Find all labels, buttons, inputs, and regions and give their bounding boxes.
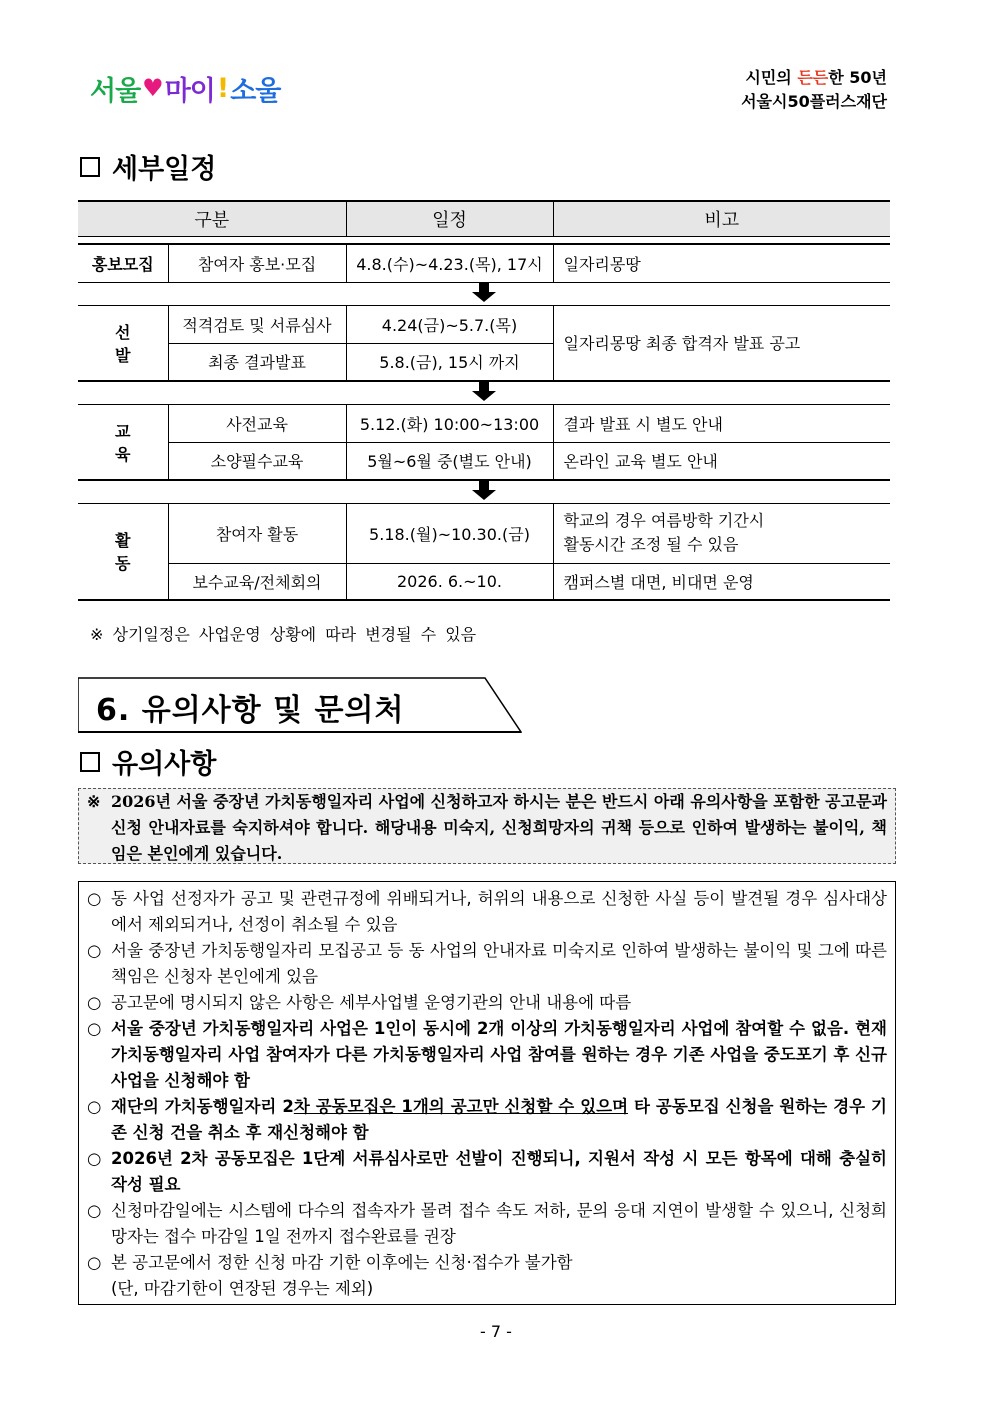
foundation-slogan: 시민의 든든한 50년 서울시50플러스재단 <box>741 66 887 114</box>
header-date: 일정 <box>346 201 553 236</box>
table-row <box>78 404 890 442</box>
checkbox-square-icon <box>80 752 100 772</box>
category-edu: 교육 <box>78 404 168 480</box>
list-item: ○ 서울 중장년 가치동행일자리 모집공고 등 동 사업의 안내자료 미숙지로 인하여 발생하는 불이익 및 그에 따른 책임은 신청자 본인에게 있음 <box>87 938 887 990</box>
item-cell: 사전교육 <box>168 404 346 442</box>
page-number: - 7 - <box>480 1322 512 1341</box>
item-cell: 소양필수교육 <box>168 442 346 480</box>
circle-bullet-icon: ○ <box>87 993 102 1012</box>
date-cell: 5.8.(금), 15시 까지 <box>346 343 553 381</box>
schedule-table <box>78 200 890 601</box>
seoul-my-soul-logo <box>90 70 280 106</box>
item-cell: 참여자 활동 <box>168 503 346 563</box>
cautions-section-title: 유의사항 <box>80 742 216 781</box>
date-cell: 5.12.(화) 10:00~13:00 <box>346 404 553 442</box>
list-item: ○ 2026년 2차 공동모집은 1단계 서류심사로만 선발이 진행되니, 지원서 작성 시 모든 항목에 대해 충실히 작성 필요 <box>87 1146 887 1198</box>
logo-part-soul: 소울 <box>230 75 281 107</box>
list-item: ○ 공고문에 명시되지 않은 사항은 세부사업별 운영기관의 안내 내용에 따름 <box>87 990 887 1016</box>
foundation-name: 서울시50플러스재단 <box>741 92 887 111</box>
note-cell: 온라인 교육 별도 안내 <box>553 442 890 480</box>
reference-mark-icon: ※ <box>87 792 101 811</box>
circle-bullet-icon: ○ <box>87 1097 102 1116</box>
section-6-heading <box>78 677 522 733</box>
category-promo: 홍보모집 <box>78 244 168 282</box>
date-cell: 4.8.(수)~4.23.(목), 17시 <box>346 244 553 282</box>
circle-bullet-icon: ○ <box>87 1149 102 1168</box>
circle-bullet-icon: ○ <box>87 1253 102 1272</box>
item-cell: 참여자 홍보·모집 <box>168 244 346 282</box>
schedule-remark: ※ 상기일정은 사업운영 상황에 따라 변경될 수 있음 <box>90 625 477 644</box>
header-category: 구분 <box>78 201 346 236</box>
item-cell: 최종 결과발표 <box>168 343 346 381</box>
item-cell: 보수교육/전체회의 <box>168 563 346 600</box>
slogan-accent: 든든 <box>797 68 829 87</box>
caution-list <box>78 881 896 1305</box>
list-item: ○ 본 공고문에서 정한 신청 마감 기한 이후에는 신청·접수가 불가함 (단, 마감기한이 연장된 경우는 제외) <box>87 1250 887 1302</box>
circle-bullet-icon: ○ <box>87 889 102 908</box>
notice-text: 2026년 서울 중장년 가치동행일자리 사업에 신청하고자 하시는 분은 반드시 아래 유의사항을 포함한 공고문과 신청 안내자료를 숙지하셔야 합니다. 해당내용 미숙지, 신청희망자의 귀책 등으로 인하여 발생하는 불이익, 책임은 본인에게 있습니다. <box>111 792 887 863</box>
list-item: ○ 재단의 가치동행일자리 2차 공동모집은 1개의 공고만 신청할 수 있으며 타 공동모집 신청을 원하는 경우 기존 신청 건을 취소 후 재신청해야 함 <box>87 1094 887 1146</box>
heart-icon: ♥ <box>142 74 163 102</box>
item-cell: 적격검토 및 서류심사 <box>168 305 346 343</box>
table-row <box>78 244 890 282</box>
list-item: ○ 서울 중장년 가치동행일자리 사업은 1인이 동시에 2개 이상의 가치동행일자리 사업에 참여할 수 없음. 현재 가치동행일자리 사업 참여자가 다른 가치동행일자리 사업 참여를 원하는 경우 기존 사업을 중도포기 후 신규 사업을 신청해야 함 <box>87 1016 887 1094</box>
date-cell: 5.18.(월)~10.30.(금) <box>346 503 553 563</box>
arrow-down-icon <box>472 292 496 302</box>
notice-box <box>78 788 896 864</box>
note-cell: 일자리몽땅 최종 합격자 발표 공고 <box>553 305 890 381</box>
exclamation-icon: ! <box>216 72 229 104</box>
table-row <box>78 442 890 480</box>
note-cell: 캠퍼스별 대면, 비대면 운영 <box>553 563 890 600</box>
section-6-title: 6. 유의사항 및 문의처 <box>96 693 405 728</box>
table-row <box>78 563 890 600</box>
note-cell: 결과 발표 시 별도 안내 <box>553 404 890 442</box>
date-cell: 4.24(금)~5.7.(목) <box>346 305 553 343</box>
checkbox-square-icon <box>80 157 100 177</box>
circle-bullet-icon: ○ <box>87 941 102 960</box>
underlined-text: 차 공동모집은 1개의 공고만 신청할 수 있으며 <box>293 1097 629 1116</box>
list-item: ○ 동 사업 선정자가 공고 및 관련규정에 위배되거나, 허위의 내용으로 신청한 사실 등이 발견될 경우 심사대상에서 제외되거나, 선정이 취소될 수 있음 <box>87 886 887 938</box>
logo-part-my: 마이 <box>164 75 215 107</box>
date-cell: 5월~6월 중(별도 안내) <box>346 442 553 480</box>
note-cell: 일자리몽땅 <box>553 244 890 282</box>
category-act: 활동 <box>78 503 168 600</box>
table-row <box>78 503 890 563</box>
date-cell: 2026. 6.~10. <box>346 563 553 600</box>
category-select: 선발 <box>78 305 168 381</box>
list-item: ○ 신청마감일에는 시스템에 다수의 접속자가 몰려 접수 속도 저하, 문의 응대 지연이 발생할 수 있으니, 신청희망자는 접수 마감일 1일 전까지 접수완료를 권장 <box>87 1198 887 1250</box>
schedule-section-title: 세부일정 <box>80 147 216 186</box>
logo-part-seoul: 서울 <box>90 75 141 107</box>
arrow-down-icon <box>472 391 496 401</box>
arrow-down-icon <box>472 490 496 500</box>
circle-bullet-icon: ○ <box>87 1019 102 1038</box>
table-header-row <box>78 201 890 236</box>
circle-bullet-icon: ○ <box>87 1201 102 1220</box>
table-row <box>78 305 890 343</box>
note-cell: 학교의 경우 여름방학 기간시 활동시간 조정 될 수 있음 <box>553 503 890 563</box>
header-note: 비고 <box>553 201 890 236</box>
